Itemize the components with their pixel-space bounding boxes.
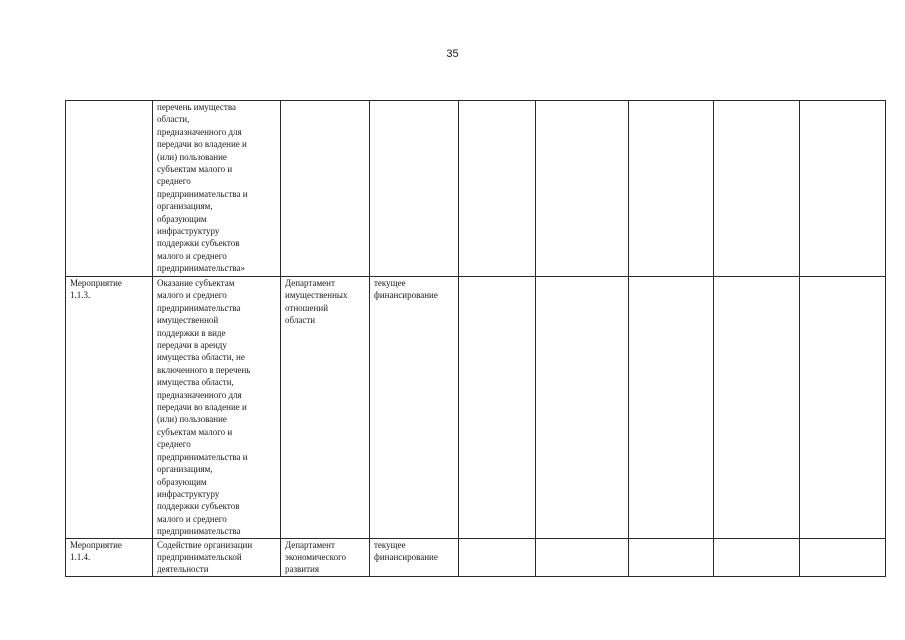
description-cell — [153, 101, 281, 277]
executor-cell — [281, 277, 370, 539]
event-label: Мероприятие 1.1.4. — [70, 539, 122, 562]
description-cell — [153, 277, 281, 539]
empty-cell — [800, 277, 886, 539]
table-row — [66, 538, 886, 576]
empty-cell — [629, 538, 714, 576]
financing-cell — [370, 538, 459, 576]
description-cell — [153, 538, 281, 576]
event-cell — [66, 277, 153, 539]
empty-cell — [459, 277, 536, 539]
financing-cell — [370, 101, 459, 277]
executor-text: Департамент имущественных отношений области — [285, 278, 348, 326]
financing-cell — [370, 277, 459, 539]
empty-cell — [459, 538, 536, 576]
executor-cell — [281, 538, 370, 576]
empty-cell — [629, 277, 714, 539]
event-label: Мероприятие 1.1.3. — [70, 278, 122, 301]
event-description: Оказание субъектам малого и среднего предпринимательства имущественной поддержки в виде передачи в аренду имущества области, не включенного в перечень имущества области, предназначенного для передачи во владение и (или) пользование субъектам малого и среднего предпринимательства и организациям, образующим инфраструктуру поддержки субъектов малого и среднего предпринимательства — [157, 278, 251, 537]
event-description: Содействие организации предпринимательской деятельности — [157, 539, 253, 575]
empty-cell — [714, 538, 800, 576]
event-cell — [66, 101, 153, 277]
financing-text: текущее финансирование — [374, 539, 438, 562]
empty-cell — [629, 101, 714, 277]
empty-cell — [714, 277, 800, 539]
empty-cell — [800, 538, 886, 576]
table-row — [66, 277, 886, 539]
empty-cell — [459, 101, 536, 277]
empty-cell — [536, 101, 629, 277]
executor-cell — [281, 101, 370, 277]
page-number: 35 — [446, 48, 459, 60]
empty-cell — [800, 101, 886, 277]
financing-text: текущее финансирование — [374, 278, 438, 301]
event-cell — [66, 538, 153, 576]
program-table — [65, 100, 886, 577]
empty-cell — [536, 538, 629, 576]
executor-text: Департамент экономического развития — [285, 539, 347, 575]
table-row — [66, 101, 886, 277]
empty-cell — [714, 101, 800, 277]
event-description: перечень имущества области, предназначенного для передачи во владение и (или) пользование субъектам малого и среднего предпринимательства и организациям, образующим инфраструктуру поддержки субъектов малого и среднего предпринимательства» — [157, 102, 248, 274]
empty-cell — [536, 277, 629, 539]
